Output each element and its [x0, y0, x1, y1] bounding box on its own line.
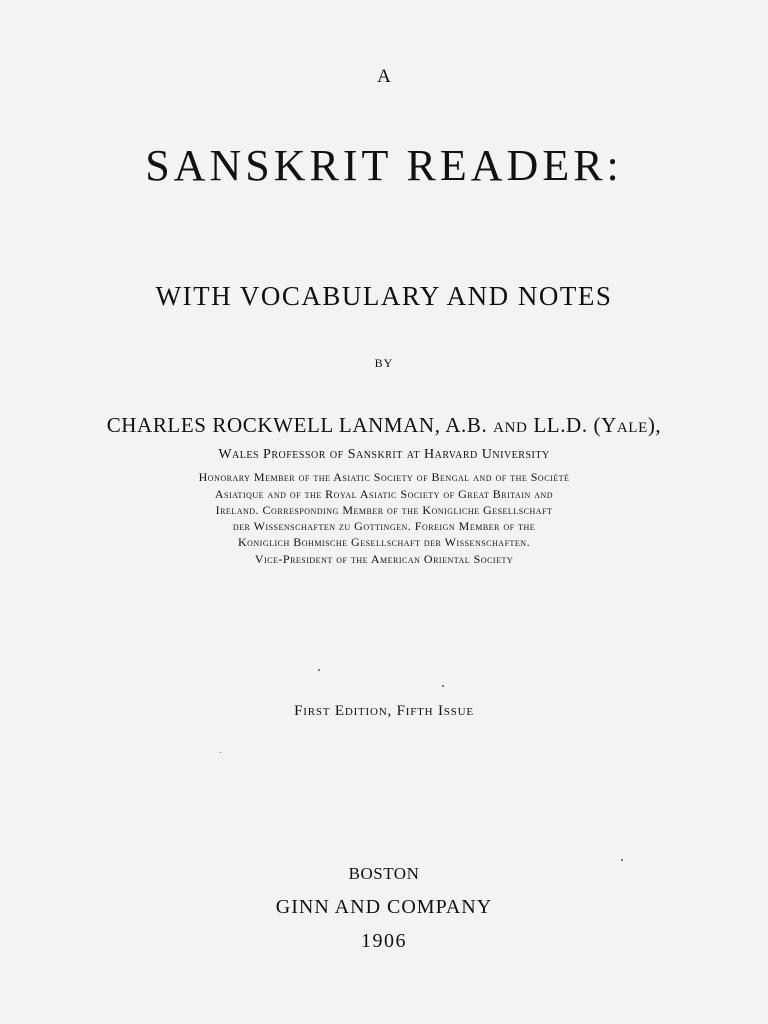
author-yale: ALE	[616, 420, 648, 436]
honor-line: Honorary Member of the Asiatic Society of Bengal and of the Société	[198, 470, 570, 484]
print-speck	[220, 752, 221, 753]
honor-line: Ireland. Corresponding Member of the Konigliche Gesellschaft	[215, 503, 553, 517]
author-position: Wales Professor of Sanskrit at Harvard University	[218, 447, 550, 462]
title-article: A	[377, 66, 391, 87]
honor-line: Koniglich Bohmische Gesellschaft der Wissenschaften.	[237, 535, 531, 549]
print-speck	[318, 669, 320, 671]
author-name: CHARLES ROCKWELL LANMAN, A.B.	[106, 413, 488, 437]
book-subtitle: WITH VOCABULARY AND NOTES	[155, 281, 613, 311]
honor-line: der Wissenschaften zu Gottingen. Foreign Member of the	[232, 519, 536, 533]
by-line: BY	[374, 356, 394, 370]
edition-line: First Edition, Fifth Issue	[294, 703, 474, 719]
publisher-name: GINN AND COMPANY	[275, 896, 493, 918]
author-degree: LL.D. (Y	[533, 413, 617, 437]
honor-line: Vice-President of the American Oriental Society	[254, 552, 514, 566]
book-title: SANSKRIT READER:	[145, 141, 623, 190]
publication-year: 1906	[361, 930, 407, 952]
author-line	[0, 413, 768, 438]
honor-line: Asiatique and of the Royal Asiatic Society of Great Britain and	[214, 487, 554, 501]
author-close: ),	[647, 413, 662, 437]
print-speck	[621, 859, 623, 861]
publisher-city: BOSTON	[348, 864, 420, 883]
author-and: AND	[493, 420, 528, 436]
print-speck	[442, 685, 444, 687]
